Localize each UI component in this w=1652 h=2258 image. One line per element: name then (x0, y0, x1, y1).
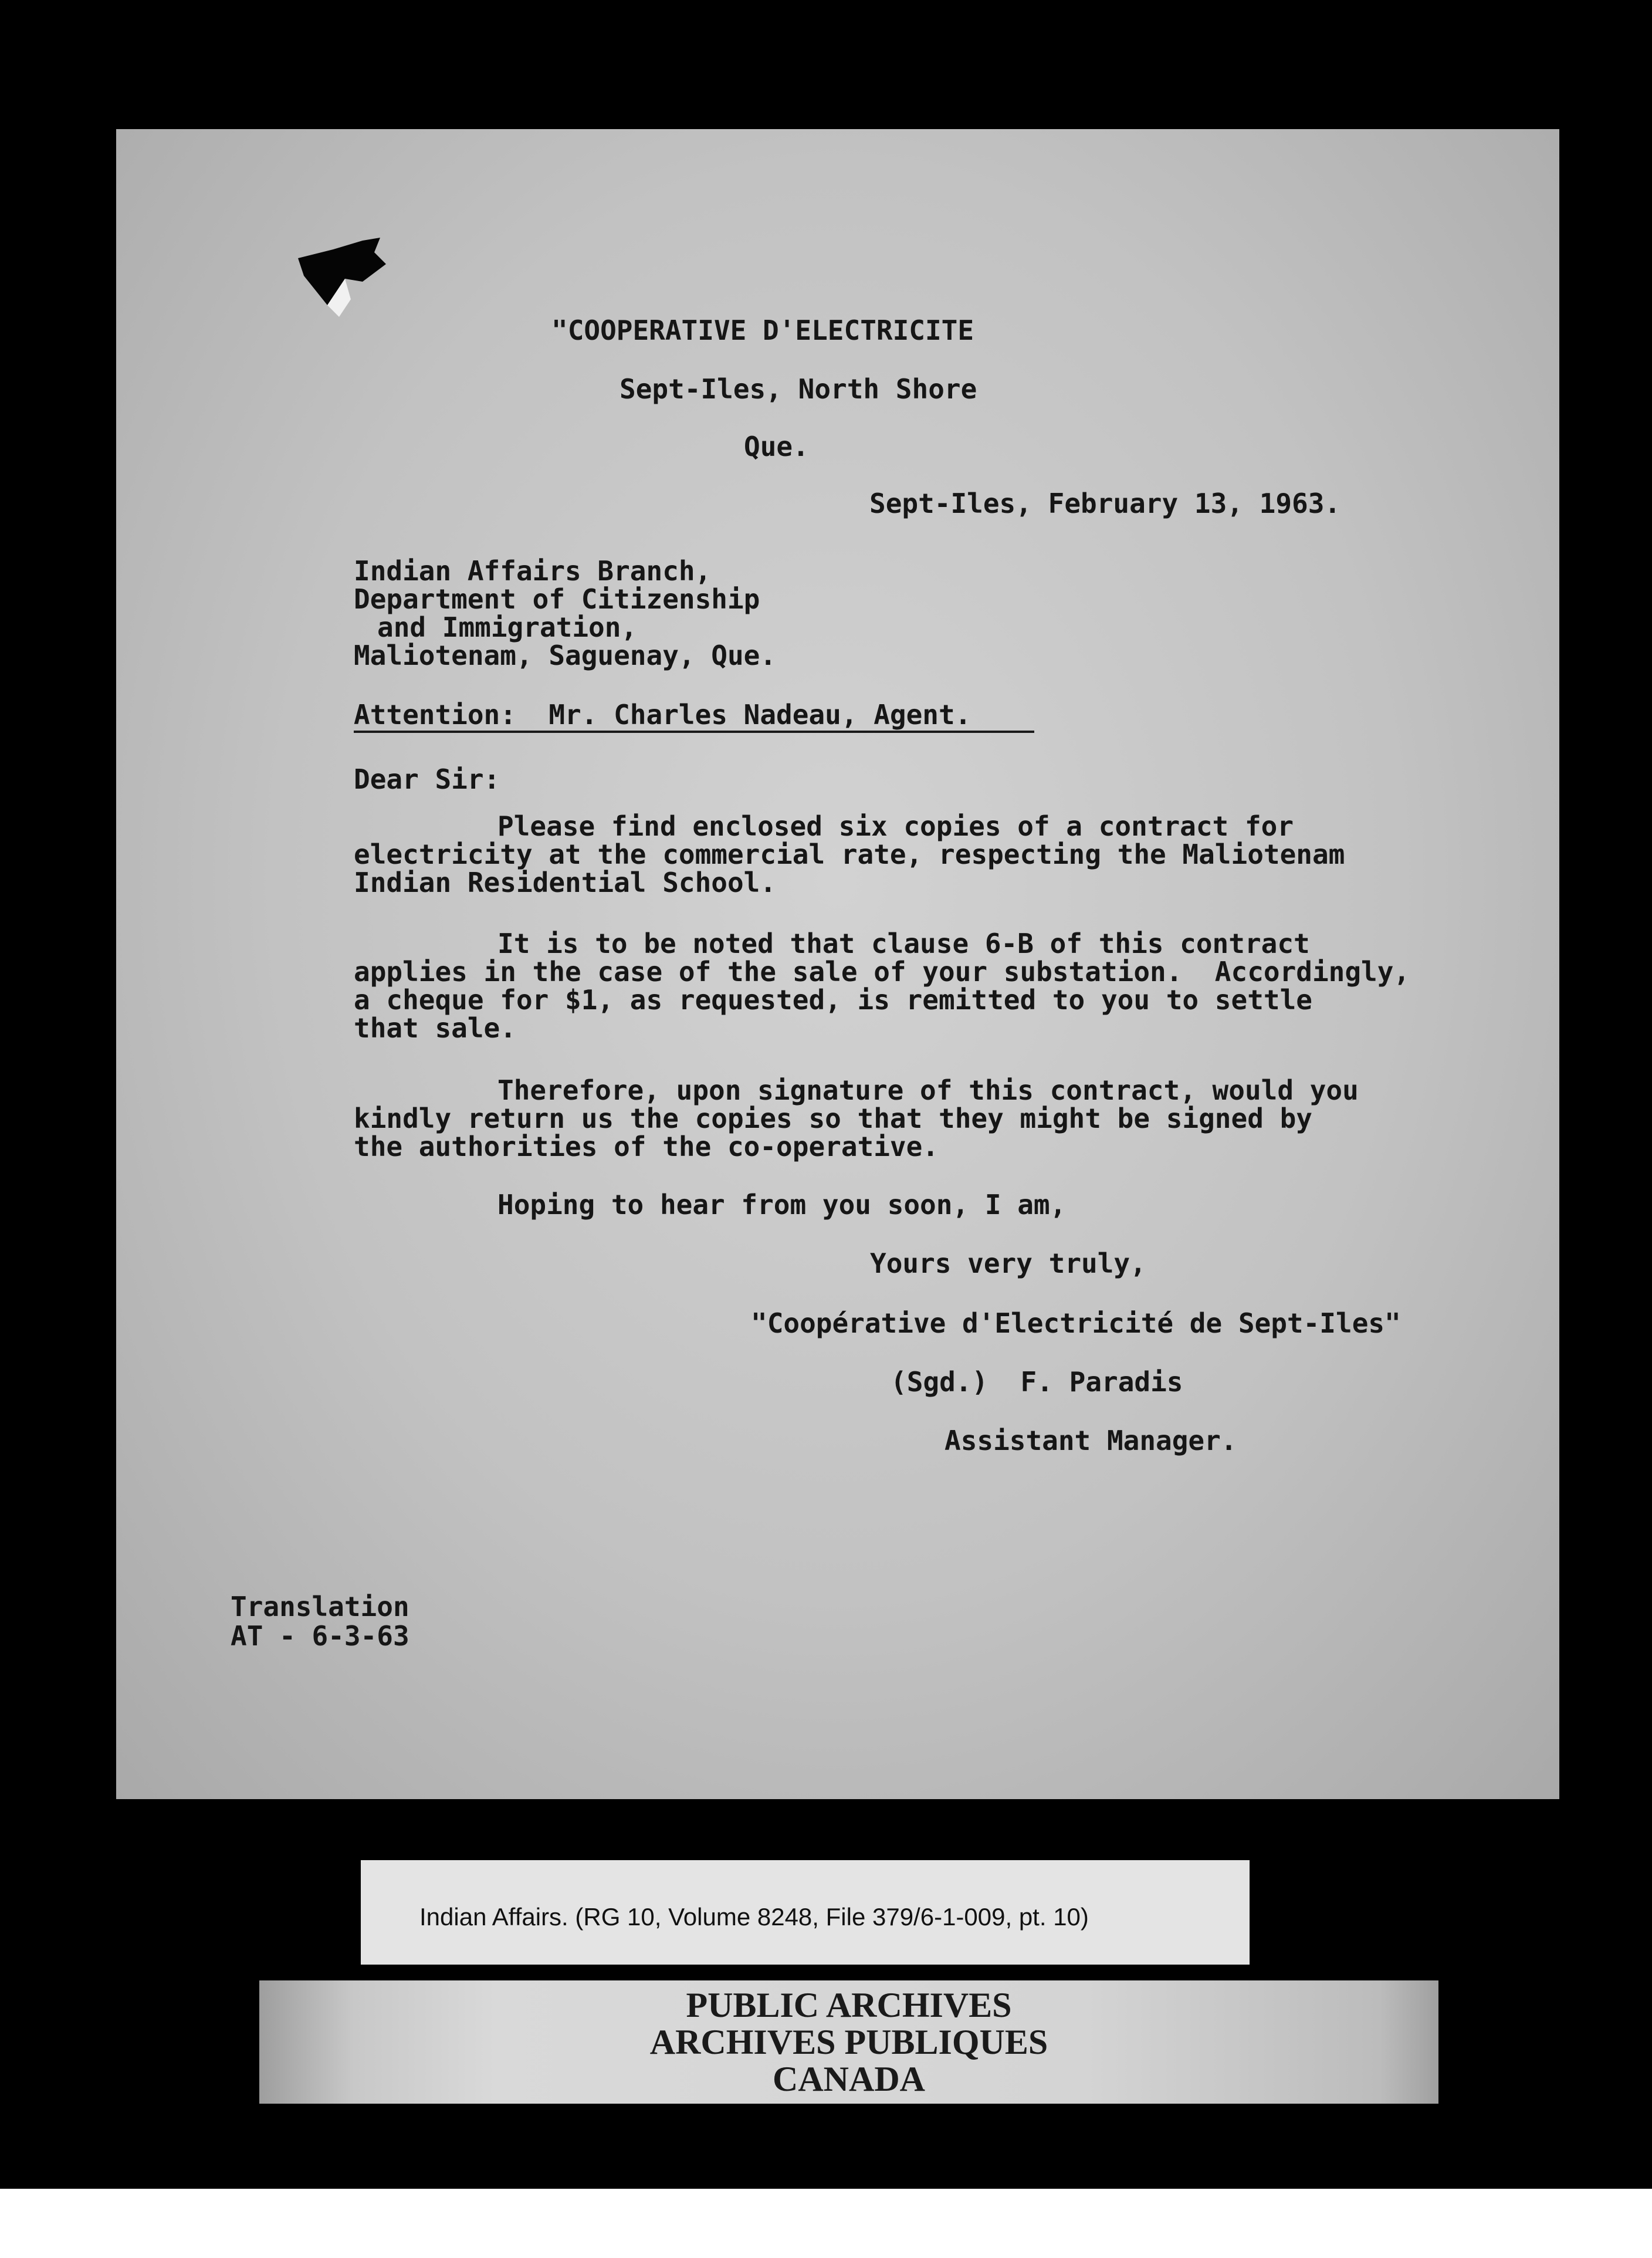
letterhead-line3: Que. (744, 431, 809, 462)
paragraph3-line2: kindly return us the copies so that they might be signed by (354, 1103, 1312, 1134)
letterhead-line1: "COOPERATIVE D'ELECTRICITE (551, 315, 974, 346)
paragraph2-line2: applies in the case of the sale of your substation. Accordingly, (354, 956, 1410, 988)
organization-name: "Coopérative d'Electricité de Sept-Iles" (751, 1307, 1401, 1339)
bottom-margin (0, 2189, 1652, 2258)
translation-note-line1: Translation (231, 1591, 409, 1622)
attention-underline (354, 731, 1034, 733)
date-line: Sept-Iles, February 13, 1963. (869, 488, 1341, 519)
paragraph2-line4: that sale. (354, 1012, 516, 1044)
recipient-line2: Department of Citizenship (354, 583, 760, 615)
signature: (Sgd.) F. Paradis (891, 1366, 1183, 1398)
translation-note-line2: AT - 6-3-63 (231, 1620, 409, 1652)
paragraph2-line3: a cheque for $1, as requested, is remitted to you to settle (354, 984, 1312, 1016)
stamp-line2: ARCHIVES PUBLIQUES (649, 2023, 1048, 2061)
stamp-line1: PUBLIC ARCHIVES (686, 1986, 1012, 2024)
recipient-line4: Maliotenam, Saguenay, Que. (354, 640, 777, 671)
paragraph1-line1: Please find enclosed six copies of a contract for (497, 810, 1294, 842)
paragraph1-line2: electricity at the commercial rate, respecting the Maliotenam (354, 839, 1345, 870)
paragraph3-line1: Therefore, upon signature of this contract, would you (497, 1074, 1359, 1106)
letter-page (116, 129, 1559, 1799)
recipient-line3: and Immigration, (377, 611, 638, 643)
closing: Yours very truly, (870, 1248, 1146, 1279)
paragraph2-line1: It is to be noted that clause 6-B of this contract (497, 928, 1310, 959)
letterhead-line2: Sept-Iles, North Shore (620, 373, 977, 405)
paragraph1-line3: Indian Residential School. (354, 867, 777, 898)
archive-reference-text: Indian Affairs. (RG 10, Volume 8248, File 379/6-1-009, pt. 10) (419, 1903, 1089, 1931)
public-archives-stamp (259, 1980, 1438, 2104)
signer-title: Assistant Manager. (945, 1425, 1237, 1456)
recipient-line1: Indian Affairs Branch, (354, 555, 712, 587)
attention-line: Attention: Mr. Charles Nadeau, Agent. (354, 699, 971, 731)
salutation: Dear Sir: (354, 763, 500, 795)
torn-paper-mark (292, 235, 409, 323)
stamp-line3: CANADA (773, 2060, 925, 2098)
archive-reference-label (361, 1860, 1250, 1965)
paragraph4-line1: Hoping to hear from you soon, I am, (497, 1189, 1067, 1221)
archive-stamp-label (259, 1980, 1438, 2104)
paragraph3-line3: the authorities of the co-operative. (354, 1131, 939, 1162)
